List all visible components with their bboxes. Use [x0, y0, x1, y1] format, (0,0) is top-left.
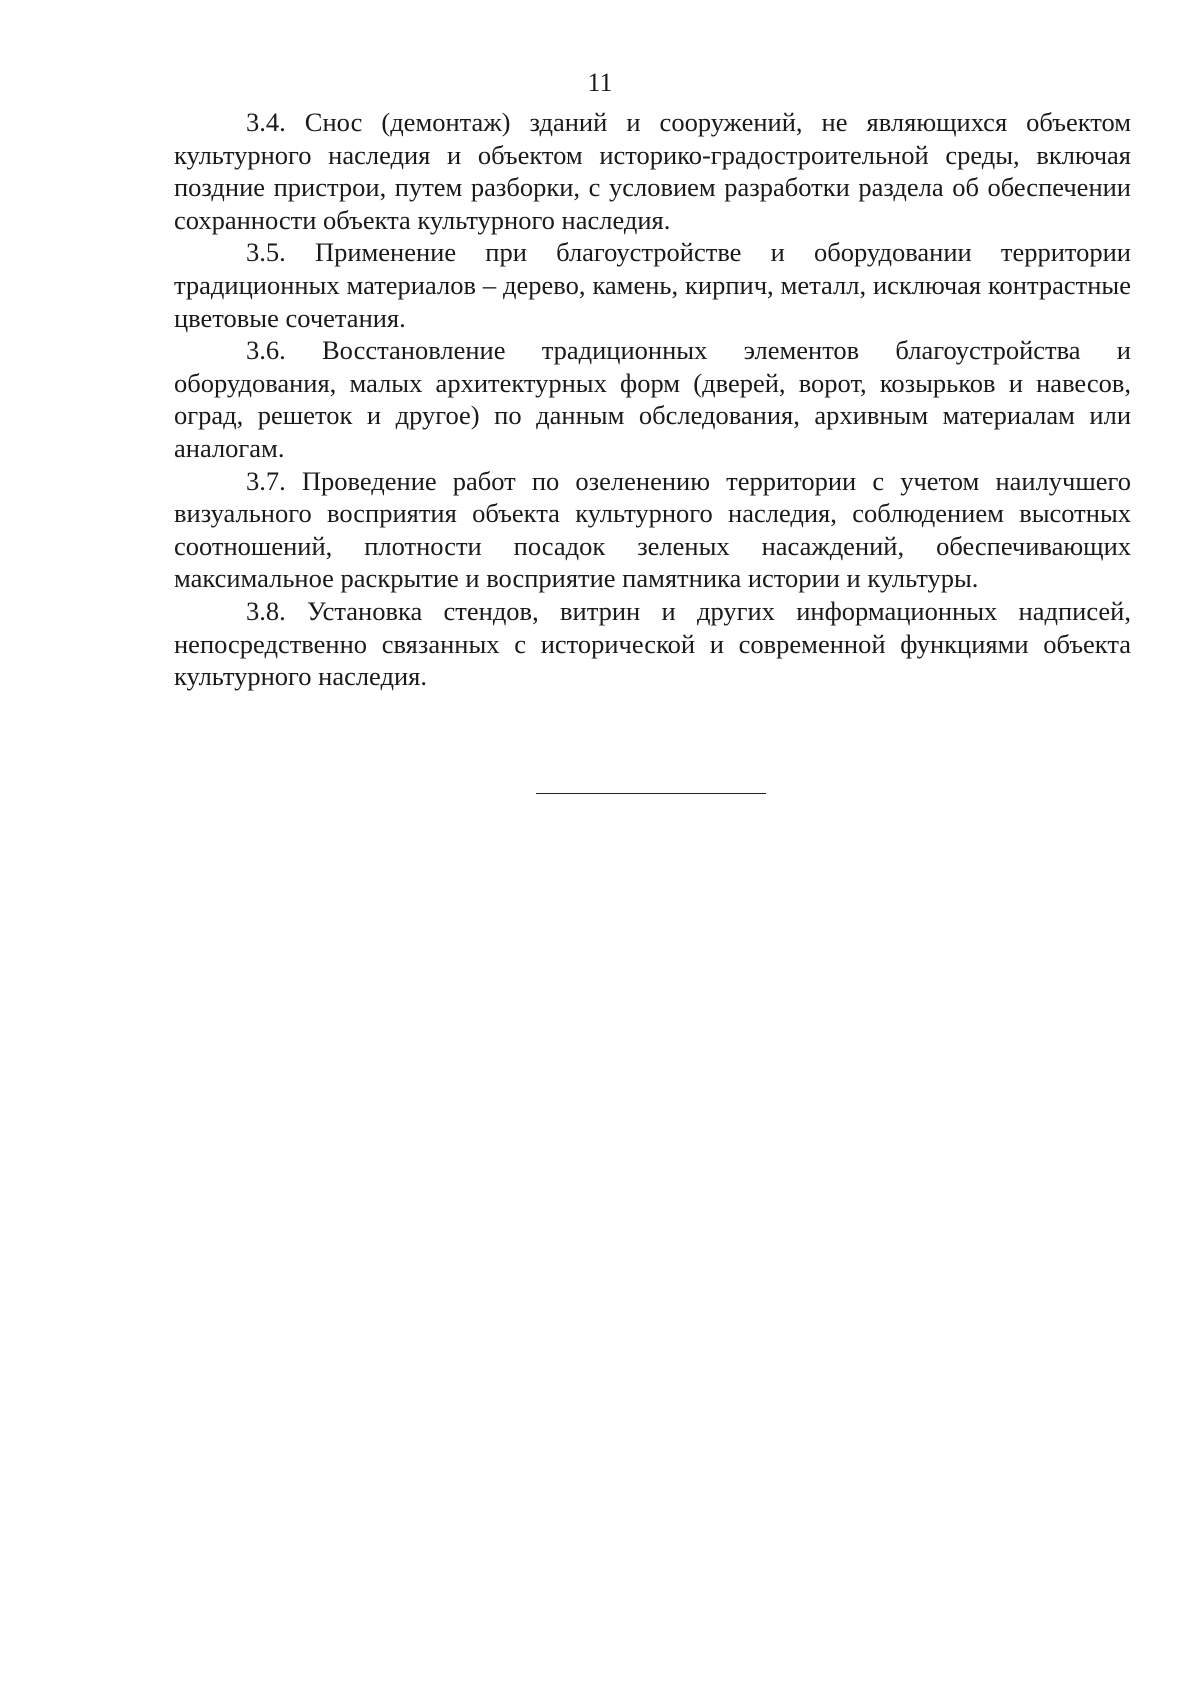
paragraph-3-5: 3.5. Применение при благоустройстве и оборудовании территории традиционных материалов – дерево, камень, кирпич, металл, исключая контрастные цветовые сочетания.: [174, 237, 1131, 333]
end-divider: [536, 793, 766, 794]
document-body: [174, 106, 1131, 693]
page-number: 11: [587, 68, 613, 97]
paragraph-3-6: 3.6. Восстановление традиционных элементов благоустройства и оборудования, малых архитектурных форм (дверей, ворот, козырьков и навесов, оград, решеток и другое) по данным обследования, архивным материалам или аналогам.: [174, 335, 1131, 463]
paragraph-3-8: 3.8. Установка стендов, витрин и других информационных надписей, непосредственно связанных с исторической и современной функциями объекта культурного наследия.: [174, 595, 1131, 692]
paragraph-3-7: 3.7. Проведение работ по озеленению территории с учетом наилучшего визуального восприятия объекта культурного наследия, соблюдением высотных соотношений, плотности посадок зеленых насаждений, обеспечивающих максимальное раскрытие и восприятие памятника истории и культуры.: [174, 465, 1131, 594]
paragraph-3-4: 3.4. Снос (демонтаж) зданий и сооружений, не являющихся объектом культурного наследия и объектом историко-градостроительной среды, включая поздние пристрои, путем разборки, с условием разработки раздела об обеспечении сохранности объекта культурного наследия.: [174, 107, 1131, 235]
